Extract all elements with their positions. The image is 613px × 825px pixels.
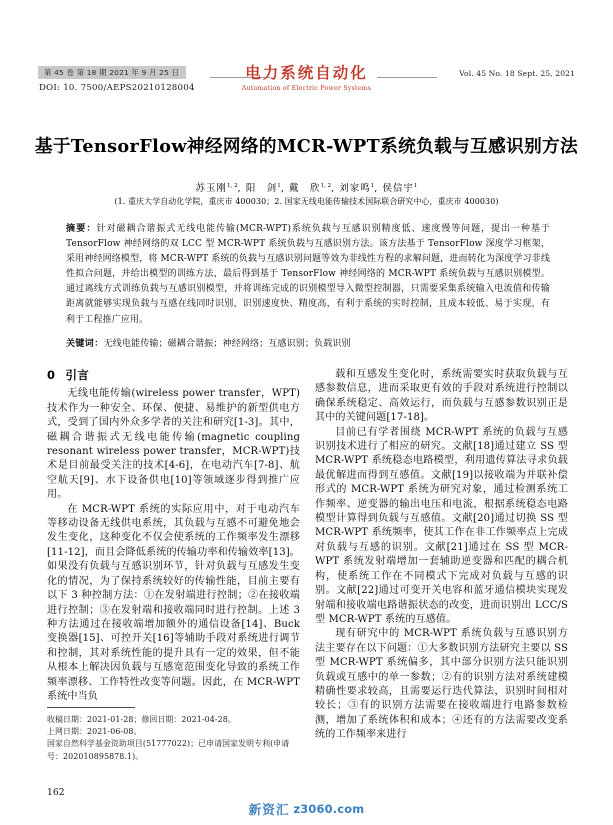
paragraph: 目前已有学者围绕 MCR-WPT 系统的负载与互感识别技术进行了相应的研究。文献[18]通过建立 SS 型 MCR-WPT 系统稳态电路模型，利用遗传算法寻求负载最优解进而得到互感值。文献[19]以接收端为并联补偿形式的 MCR-WPT 系统为研究对象，通过检测系统工作频率、逆变器的输出电压和电流，根据系统稳态电路模型计算得到负载与互感值。文献[20]通过切换 SS 型 MCR-WPT 系统频率，使其工作在非工作频率点上完成对负载与互感的识别。文献[21]通过在 SS 型 MCR-WPT 系统发射端增加一套辅助逆变器和匹配的耦合机构，使系统工作在不同模式下完成对负载与互感的识别。文献[22]通过可变开关电容和蓝牙通信模块实现发射端和接收端电路谐振状态的改变，进而识别出 LCC/S 型 MCR-WPT 系统的互感值。 xyxy=(315,426,568,625)
footnote-divider xyxy=(47,707,135,708)
author-sup-1: 1, 2 xyxy=(226,182,238,189)
keywords-label: 关键词： xyxy=(66,338,104,349)
section-title: 引言 xyxy=(65,368,90,382)
author-list: 苏玉刚$^{1, 2}$, 阳 剑$^1$, 戴 欣$^{1, 2}$, 刘家鸣$^1$, 侯信宇$^1$ xyxy=(195,182,418,194)
watermark xyxy=(249,798,365,818)
footnote-online-date: 上网日期：2021-06-08。 xyxy=(47,727,142,737)
author-sup-3: 1, 2 xyxy=(320,182,332,189)
author-sup-5: 1 xyxy=(413,182,418,189)
volume-issue-en: Vol. 45 No. 18 Sept. 25, 2021 xyxy=(459,69,575,78)
abstract-paragraph xyxy=(66,222,550,328)
paragraph: 无线电能传输(wireless power transfer，WPT)技术作为一种安全、环保、便捷、易维护的新型供电方式，受到了国内外众多学者的关注和研究[1-3]。其中，磁耦合谐振式无线电能传输(magnetic coupling resonant wireless power transfer，MCR-WPT)技术是目前最受关注的技术[4-6]，在电动汽车[7-8]、航空航天[9]、水下设备供电[10]等领域逐步得到推广应用。 xyxy=(47,388,300,501)
footnote-funding: 国家自然科学基金资助项目(51777022)；已申请国家发明专利(申请号：202010895878.1)。 xyxy=(47,739,290,761)
author-affiliation: (1. 重庆大学自动化学院，重庆市 400030；2. 国家无线电能传输技术国际联合研究中心，重庆市 400030) xyxy=(114,197,499,206)
abstract-label: 摘要： xyxy=(66,224,97,234)
journal-title-cn: 电力系统自动化 xyxy=(245,63,368,82)
footnote-block xyxy=(47,707,300,763)
abstract-block xyxy=(66,222,550,352)
body-column-left xyxy=(47,368,300,704)
author-name-1: 苏玉刚 xyxy=(195,183,227,194)
keywords-paragraph xyxy=(66,337,550,352)
author-sup-2: 1 xyxy=(277,182,281,189)
section-number: 0 xyxy=(47,368,56,382)
masthead xyxy=(38,63,575,106)
paragraph: 载和互感发生变化时，系统需要实时获取负载与互感参数信息，进而采取更有效的手段对系统进行控制以确保系统稳定、高效运行，而负载与互感参数识别正是其中的关键问题[17-18]。 xyxy=(315,369,568,424)
watermark-url: z3060.com xyxy=(293,801,365,816)
abstract-text: 针对磁耦合谐振式无线电能传输(MCR-WPT)系统负载与互感识别精度低、速度慢等问题，提出一种基于 TensorFlow 神经网络的双 LCC 型 MCR-WPT 系统负载与互感识别方法。该方法基于 TensorFlow 深度学习框架，采用神经网络模型，将 MCR-WPT 系统的负载与互感识别问题等效为非线性方程的求解问题，进而转化为深度学习非线性拟合问题，并给出模型的训练方法，最后得到基于 TensorFlow 神经网络的 MCR-WPT 系统负载与互感识别模型。通过离线方式训练负载与互感识别模型，并将训练完成的识别模型导入微型控制器，只需要采集系统输入电流值和传输距离就能够实现负载与互感在线同时识别，识别速度快、精度高，有利于系统的实时控制，且成本较低、易于实现，有利于工程推广应用。 xyxy=(66,224,550,325)
watermark-text-cn: 新资汇 xyxy=(248,802,290,817)
section-heading xyxy=(47,368,300,382)
author-name-4: 刘家鸣 xyxy=(339,183,371,194)
author-name-5: 侯信宇 xyxy=(382,183,414,194)
page-number: 162 xyxy=(47,787,65,798)
keywords-text: 无线电能传输；磁耦合谐振；神经网络；互感识别；负载识别 xyxy=(103,338,351,349)
paragraph: 在 MCR-WPT 系统的实际应用中，对于电动汽车等移动设备无线供电系统，其负载与互感不可避免地会发生变化，这种变化不仅会使系统的工作频率发生漂移[11-12]，而且会降低系统的传输功率和传输效率[13]。如果没有负载与互感识别环节，针对负载与互感发生变化的情况，为了保持系统较好的传输性能，目前主要有以下 3 种控制方法：①在发射端进行控制；②在接收端进行控制；③在发射端和接收端同时进行控制。上述 3 种方法通过在接收端增加额外的通信设备[14]、Buck 变换器[15]、可控开关[16]等辅助手段对系统进行调节和控制，其对系统性能的提升具有一定的效果，但不能从根本上解决因负载与互感宽范围变化导致的系统工作频率漂移、工作特性改变等问题。因此，在 MCR-WPT 系统中当负 xyxy=(47,503,300,702)
footnote-received-date: 收稿日期：2021-01-28；修回日期：2021-04-28。 xyxy=(47,715,236,724)
volume-issue-badge-cn: 第 45 卷 第 18 期 2021 年 9 月 25 日 xyxy=(38,66,186,79)
article-title: 基于TensorFlow神经网络的MCR-WPT系统负载与互感识别方法 xyxy=(34,136,579,157)
author-sup-4: 1 xyxy=(370,182,375,189)
journal-title-en: Automation of Electric Power Systems xyxy=(241,84,372,92)
journal-logo xyxy=(202,64,412,92)
paragraph: 现有研究中的 MCR-WPT 系统负载与互感识别方法主要存在以下问题：①大多数识别方法研究主要以 SS 型 MCR-WPT 系统偏多，其中部分识别方法只能识别负载或互感中的单一参数；②有的识别方法对系统建模精确性要求较高，且需要运行迭代算法，识别时间相对较长；③有的识别方法需要在接收端进行电路参数检测，增加了系统体积和成本；④还有的方法需要改变系统的工作频率来进行 xyxy=(315,628,568,741)
body-column-right xyxy=(315,368,568,743)
doi-text: DOI: 10. 7500/AEPS20210128004 xyxy=(39,83,195,93)
author-name-2: 阳 剑 xyxy=(245,183,278,194)
author-name-3: 戴 欣 xyxy=(289,183,321,194)
